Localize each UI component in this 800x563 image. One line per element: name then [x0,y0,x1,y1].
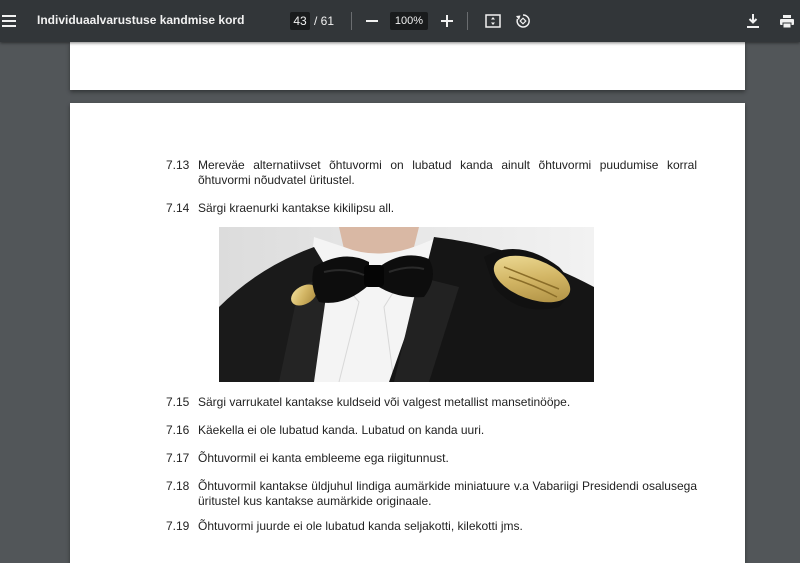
item-text: Käekella ei ole lubatud kanda. Lubatud on kanda uuri. [198,423,485,437]
item-number: 7.18 [166,479,190,493]
download-icon[interactable] [744,12,762,30]
rotate-icon[interactable] [514,12,532,30]
item-text: Mereväe alternatiivset õhtuvormi on lubatud kanda ainult õhtuvormi puudumise korral õhtuvormi nõudvatel üritustel. [198,158,697,187]
dress-uniform-photo [219,227,594,382]
fit-page-icon[interactable] [484,12,502,30]
item-number: 7.17 [166,451,190,465]
item-text: Õhtuvormil ei kanta embleeme ega riigitunnust. [198,451,449,465]
item-number: 7.16 [166,423,190,437]
item-number: 7.19 [166,519,190,533]
item-text: Särgi kraenurki kantakse kikilipsu all. [198,201,395,215]
page-total: / 61 [314,14,335,28]
item-text: Särgi varrukatel kantakse kuldseid või valgest metallist mansetinööpe. [198,395,571,409]
item-text: Õhtuvormil kantakse üldjuhul lindiga aumärkide miniatuure v.a Vabariigi Presidendi osalusega üritustel kus kantakse aumärkide originaale. [198,479,697,508]
current-page [70,103,745,563]
print-icon[interactable] [778,12,796,30]
pdf-toolbar [0,0,800,42]
menu-icon[interactable] [0,12,18,30]
item-number: 7.15 [166,395,190,409]
page-number-input[interactable]: 43 [290,12,310,30]
minus-icon[interactable] [364,13,380,29]
toolbar-divider [351,12,352,30]
item-number: 7.13 [166,158,190,172]
document-title: Individuaalvarustuse kandmise kord [37,13,245,27]
plus-icon[interactable] [439,13,455,29]
previous-page [70,42,745,90]
toolbar-divider [467,12,468,30]
item-text: Õhtuvormi juurde ei ole lubatud kanda seljakotti, kilekotti jms. [198,519,523,533]
zoom-level-input[interactable]: 100% [390,12,428,30]
item-number: 7.14 [166,201,190,215]
